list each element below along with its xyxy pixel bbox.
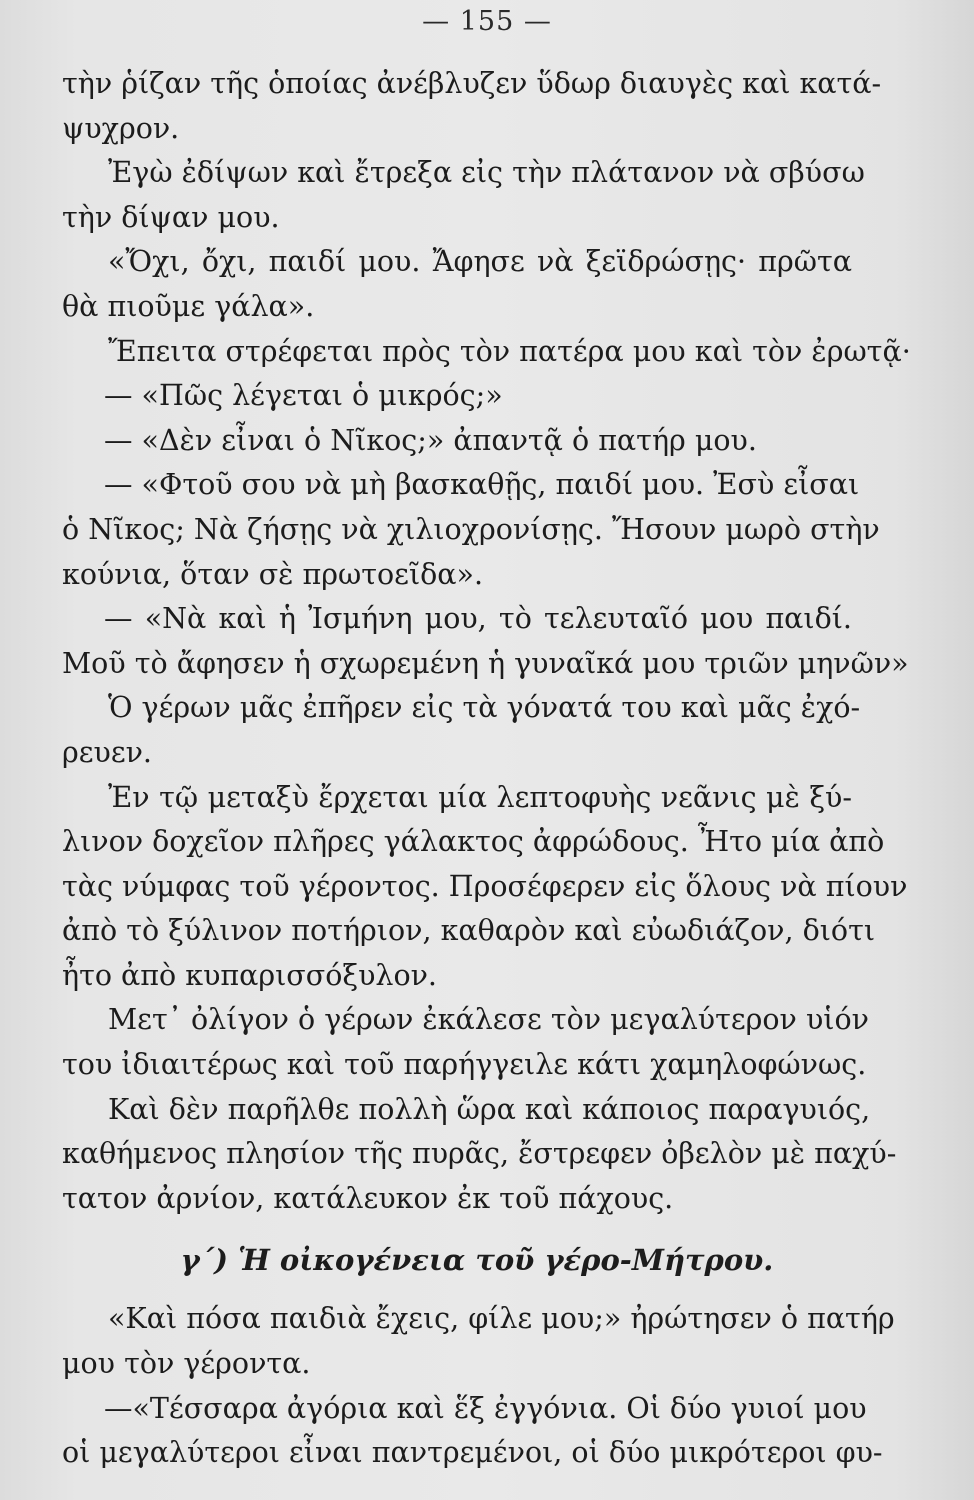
text-line: θὰ πιοῦμε γάλα». — [62, 289, 315, 323]
text-line: Ἐγὼ ἐδίψων καὶ ἔτρεξα εἰς τὴν πλάτανον νὰ σβύσω — [108, 156, 865, 190]
text-line: — «Πῶς λέγεται ὁ μικρός;» — [104, 379, 503, 413]
section-heading: γ΄) Ἡ οἰκογένεια τοῦ γέρο-Μήτρου. — [180, 1243, 774, 1278]
text-line: Καὶ δὲν παρῆλθε πολλὴ ὥρα καὶ κάποιος παραγυιός, — [108, 1092, 871, 1126]
text-line: Ὁ γέρων μᾶς ἐπῆρεν εἰς τὰ γόνατά του καὶ μᾶς ἐχό- — [108, 691, 861, 725]
text-line: ψυχρον. — [62, 111, 180, 145]
text-block-upper — [62, 62, 911, 1221]
text-line: ἀπὸ τὸ ξύλινον ποτήριον, καθαρὸν καὶ εὐωδιάζον, διότι — [62, 914, 876, 948]
text-line: — «Νὰ καὶ ἡ Ἰσμήνη μου, τὸ τελευταῖό μου παιδί. — [104, 602, 852, 636]
text-block-lower — [62, 1297, 895, 1475]
text-line: «Ὄχι, ὄχι, παιδί μου. Ἄφησε νὰ ξεϊδρώσῃς· πρῶτα — [108, 245, 852, 279]
text-line: τατον ἀρνίον, κατάλευκον ἐκ τοῦ πάχους. — [62, 1181, 674, 1215]
text-line: ὁ Νῖκος; Νὰ ζήσῃς νὰ χιλιοχρονίσῃς. Ἤσουν μωρὸ στὴν — [62, 512, 880, 546]
text-line: μου τὸν γέροντα. — [62, 1347, 311, 1381]
text-line: ἦτο ἀπὸ κυπαρισσόξυλον. — [62, 958, 437, 992]
text-line: τὰς νύμφας τοῦ γέροντος. Προσέφερεν εἰς ὅλους νὰ πίουν — [62, 869, 908, 903]
text-line: τὴν ῥίζαν τῆς ὁποίας ἀνέβλυζεν ὕδωρ διαυγὲς καὶ κατά- — [62, 67, 882, 100]
text-line: τὴν δίψαν μου. — [62, 200, 280, 234]
text-line: — «Δὲν εἶναι ὁ Νῖκος;» ἀπαντᾷ ὁ πατήρ μου. — [104, 423, 757, 457]
text-line: — «Φτοῦ σου νὰ μὴ βασκαθῇς, παιδί μου. Ἐσὺ εἶσαι — [104, 468, 860, 502]
text-line: —«Τέσσαρα ἀγόρια καὶ ἕξ ἐγγόνια. Οἱ δύο γυιοί μου — [104, 1391, 867, 1425]
text-line: Μοῦ τὸ ἄφησεν ἡ σχωρεμένη ἡ γυναῖκά μου τριῶν μηνῶν» — [62, 646, 909, 680]
text-line: λινον δοχεῖον πλῆρες γάλακτος ἀφρώδους. Ἦτο μία ἀπὸ — [62, 825, 885, 859]
text-line: Ἔπειτα στρέφεται πρὸς τὸν πατέρα μου καὶ τὸν ἐρωτᾷ· — [108, 334, 911, 368]
text-line: του ἰδιαιτέρως καὶ τοῦ παρήγγειλε κάτι χαμηλοφώνως. — [62, 1048, 867, 1082]
text-line: Ἐν τῷ μεταξὺ ἔρχεται μία λεπτοφυὴς νεᾶνις μὲ ξύ- — [108, 780, 852, 814]
text-line: κούνια, ὅταν σὲ πρωτοεῖδα». — [62, 557, 484, 591]
text-line: Μετ᾽ ὀλίγον ὁ γέρων ἐκάλεσε τὸν μεγαλύτερον υἱόν — [108, 1003, 869, 1037]
page-number: — 155 — — [422, 6, 552, 37]
text-line: καθήμενος πλησίον τῆς πυρᾶς, ἔστρεφεν ὀβελὸν μὲ παχύ- — [62, 1137, 897, 1171]
body-text — [62, 62, 911, 1476]
text-line: «Καὶ πόσα παιδιὰ ἔχεις, φίλε μου;» ἠρώτησεν ὁ πατήρ — [108, 1302, 895, 1336]
text-line: οἱ μεγαλύτεροι εἶναι παντρεμένοι, οἱ δύο μικρότεροι φυ- — [62, 1436, 883, 1470]
text-line: ρευεν. — [62, 735, 152, 769]
